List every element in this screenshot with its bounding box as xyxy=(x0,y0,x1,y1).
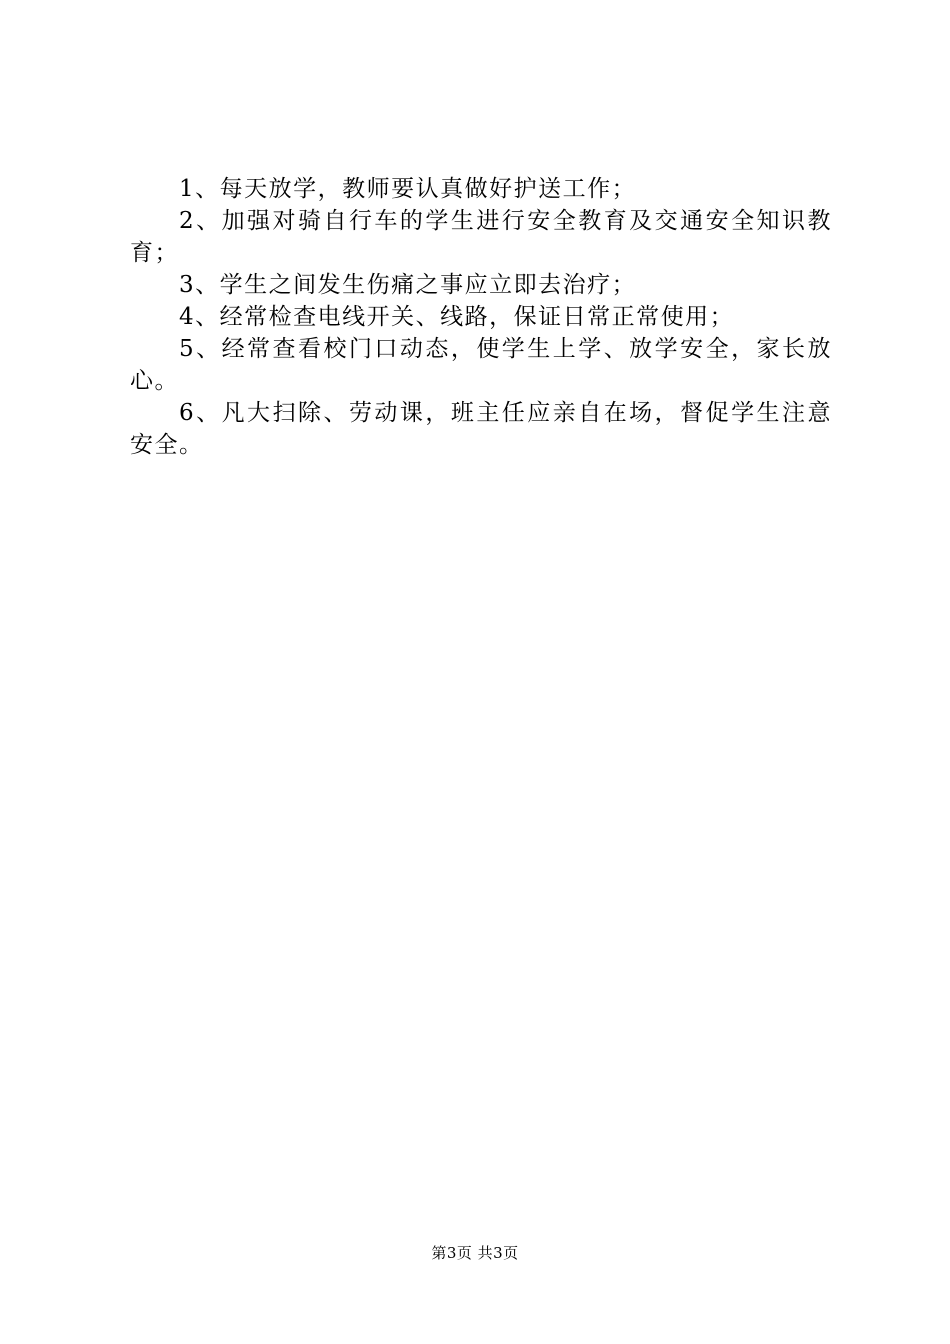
list-item-2: 2、加强对骑自行车的学生进行安全教育及交通安全知识教育； xyxy=(130,208,832,266)
list-item-4: 4、经常检查电线开关、线路，保证日常正常使用； xyxy=(179,304,735,330)
page-footer: 第3页 共3页 xyxy=(431,1244,519,1262)
list-item-5: 5、经常查看校门口动态，使学生上学、放学安全，家长放心。 xyxy=(130,336,832,394)
list-item-6: 6、凡大扫除、劳动课，班主任应亲自在场，督促学生注意安全。 xyxy=(130,400,832,458)
list-item-3: 3、学生之间发生伤痛之事应立即去治疗； xyxy=(179,272,637,298)
document-body xyxy=(130,173,832,461)
list-item-1: 1、每天放学，教师要认真做好护送工作； xyxy=(179,176,637,202)
